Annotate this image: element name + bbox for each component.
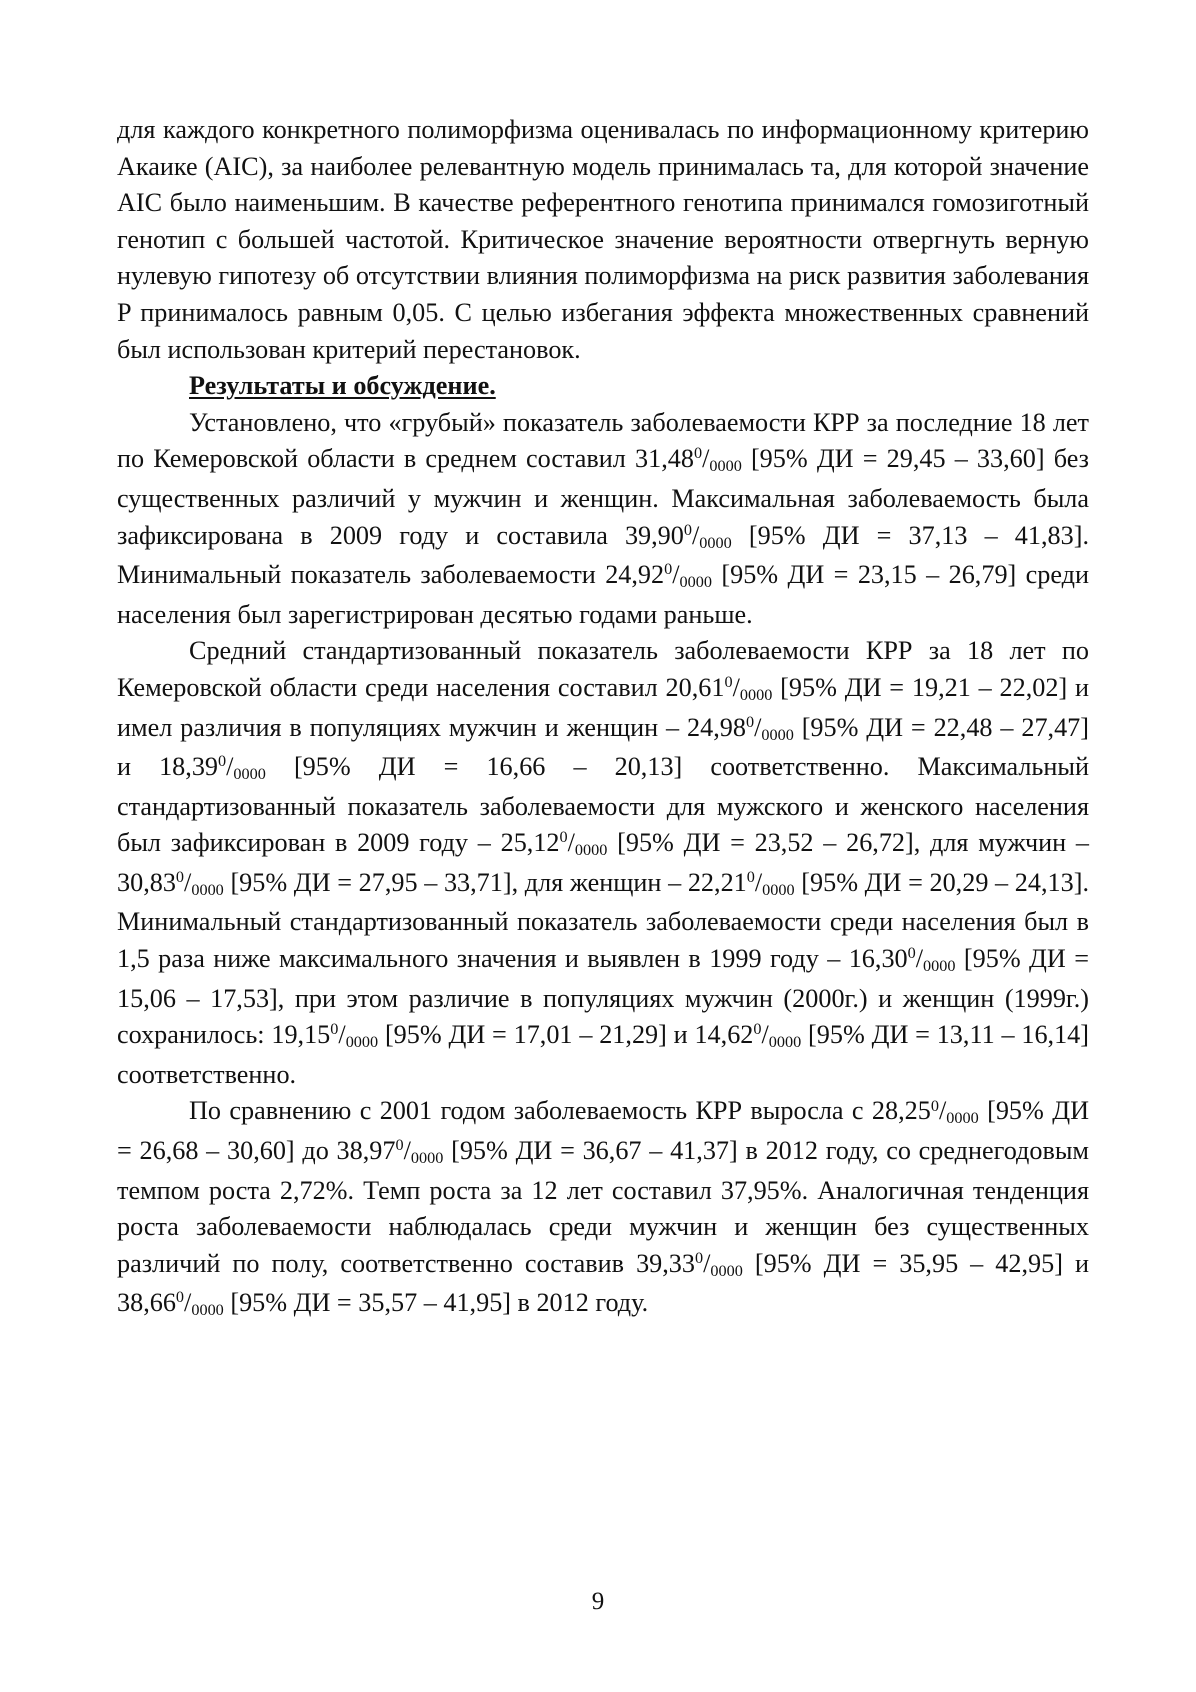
paragraph-methods: для каждого конкретного полиморфизма оценивалась по информационному критерию Акаике (AIC), за наиболее релевантную модель принималась та, для которой значение AIC было наименьшим. В качестве референтного генотипа принимался гомозиготный генотип с большей частотой. Критическое значение вероятности отвергнуть верную нулевую гипотезу об отсутствии влияния полиморфизма на риск развития заболевания P принималось равным 0,05. С целью избегания эффекта множественных сравнений был использован критерий перестановок. xyxy=(117,115,1089,364)
text-segment: [95% ДИ = 22,48 – 27,47] и 18,39 xyxy=(117,712,1089,782)
rate-unit-sup: 0 xyxy=(695,1248,704,1267)
text-segment: [95% ДИ = 17,01 – 21,29] и 14,62 xyxy=(378,1020,754,1050)
rate-unit-per-100000 xyxy=(559,828,608,860)
text-segment: Средний стандартизованный показатель заболеваемости КРР за 18 лет по Кемеровской области среди населения составил 20,61 xyxy=(117,636,1089,702)
rate-unit-slash: / xyxy=(403,1136,411,1166)
text-segment: [95% ДИ = 36,67 – 41,37] в 2012 году, со среднегодовым темпом роста 2,72%. Темп роста за 12 лет составил 37,95%. Аналогичная тенденция роста заболеваемости наблюдалась среди мужчин и женщин без существенных различий по полу, соответственно составив 39,33 xyxy=(117,1136,1089,1278)
rate-unit-slash: / xyxy=(184,1288,192,1318)
rate-unit-per-100000 xyxy=(175,1288,224,1320)
rate-unit-slash: / xyxy=(915,944,924,974)
rate-unit-sub: 0000 xyxy=(191,1301,224,1320)
rate-unit-slash: / xyxy=(754,712,762,742)
text-segment: [95% ДИ = 23,15 – 26,79] среди населения был зарегистрирован десятью годами раньше. xyxy=(117,560,1089,629)
rate-unit-slash: / xyxy=(938,1096,947,1126)
paragraph-crude-incidence xyxy=(117,405,1089,634)
section-heading-results: Результаты и обсуждение. xyxy=(189,371,496,401)
rate-unit-sup: 0 xyxy=(746,867,755,886)
rate-unit-per-100000 xyxy=(753,1020,802,1052)
rate-unit-sup: 0 xyxy=(724,672,733,691)
rate-unit-sup: 0 xyxy=(395,1136,404,1155)
rate-unit-slash: / xyxy=(702,444,710,474)
rate-unit-sub: 0000 xyxy=(946,1109,979,1128)
rate-unit-sub: 0000 xyxy=(762,880,795,899)
rate-unit-per-100000 xyxy=(693,444,742,476)
rate-unit-sub: 0000 xyxy=(345,1033,379,1052)
paragraph-standardized-incidence xyxy=(117,633,1089,1093)
text-segment: Установлено, что «грубый» показатель заболеваемости КРР за последние 18 лет по Кемеровской области в среднем составил 31,48 xyxy=(117,407,1089,474)
rate-unit-sub: 0000 xyxy=(679,573,712,592)
rate-unit-per-100000 xyxy=(176,868,224,897)
rate-unit-slash: / xyxy=(184,867,192,897)
rate-unit-sub: 0000 xyxy=(233,765,266,784)
rate-unit-sup: 0 xyxy=(175,867,185,886)
rate-unit-sub: 0000 xyxy=(739,685,773,704)
text-segment: [95% ДИ = 37,13 – 41,83]. Минимальный показатель заболеваемости 24,92 xyxy=(117,520,1089,590)
text-segment: По сравнению с 2001 годом заболеваемость КРР выросла с 28,25 xyxy=(189,1096,931,1126)
rate-unit-per-100000 xyxy=(907,944,956,976)
rate-unit-per-100000 xyxy=(747,868,795,897)
rate-unit-sub: 0000 xyxy=(699,533,732,552)
rate-unit-per-100000 xyxy=(684,521,732,550)
rate-unit-sup: 0 xyxy=(683,520,692,539)
rate-unit-sub: 0000 xyxy=(410,1149,444,1168)
rate-unit-sup: 0 xyxy=(218,752,227,771)
text-segment: [95% ДИ = 20,29 – 24,13]. Минимальный стандартизованный показатель заболеваемости среди населения был в 1,5 раза ниже максимального значения и выявлен в 1999 году – 16,30 xyxy=(117,867,1089,974)
rate-unit-sub: 0000 xyxy=(191,880,224,899)
text-segment: [95% ДИ = 23,52 – 26,72], для мужчин – 30,83 xyxy=(117,828,1089,897)
rate-unit-sup: 0 xyxy=(559,828,568,847)
rate-unit-slash: / xyxy=(732,672,740,702)
rate-unit-slash: / xyxy=(567,828,575,858)
rate-unit-per-100000 xyxy=(330,1020,379,1052)
text-segment: [95% ДИ = 15,06 – 17,53], при этом различие в популяциях мужчин (2000г.) и женщин (1999г.) сохранилось: 19,15 xyxy=(117,944,1089,1050)
rate-unit-sup: 0 xyxy=(664,560,673,579)
rate-unit-sub: 0000 xyxy=(709,457,742,476)
rate-unit-per-100000 xyxy=(930,1096,979,1128)
rate-unit-sup: 0 xyxy=(330,1020,339,1039)
rate-unit-slash: / xyxy=(761,1020,769,1050)
rate-unit-sup: 0 xyxy=(930,1096,939,1115)
text-segment: [95% ДИ = 35,57 – 41,95] в 2012 году. xyxy=(223,1288,649,1318)
rate-unit-per-100000 xyxy=(724,673,772,702)
text-segment: [95% ДИ = 19,21 – 22,02] и имел различия в популяциях мужчин и женщин – 24,98 xyxy=(117,672,1089,742)
rate-unit-sup: 0 xyxy=(753,1020,762,1039)
page-body xyxy=(117,112,1089,1325)
rate-unit-slash: / xyxy=(338,1020,346,1050)
rate-unit-sup: 0 xyxy=(907,944,916,963)
text-segment: [95% ДИ = 35,95 – 42,95] и 38,66 xyxy=(117,1248,1089,1318)
rate-unit-per-100000 xyxy=(395,1136,444,1168)
rate-unit-slash: / xyxy=(754,867,763,897)
rate-unit-per-100000 xyxy=(746,713,794,742)
rate-unit-per-100000 xyxy=(695,1249,743,1278)
rate-unit-sup: 0 xyxy=(693,444,703,463)
rate-unit-slash: / xyxy=(672,560,680,590)
rate-unit-sub: 0000 xyxy=(923,957,956,976)
rate-unit-slash: / xyxy=(703,1248,711,1278)
text-segment: [95% ДИ = 27,95 – 33,71], для женщин – 22,21 xyxy=(223,867,747,897)
rate-unit-sub: 0000 xyxy=(761,725,794,744)
page-number: 9 xyxy=(591,1588,605,1615)
rate-unit-slash: / xyxy=(692,520,700,550)
text-segment: [95% ДИ = 13,11 – 16,14] соответственно. xyxy=(117,1020,1089,1089)
text-segment: [95% ДИ = 29,45 – 33,60] без существенных различий у мужчин и женщин. Максимальная заболеваемость была зафиксирована в 2009 году и составила 39,90 xyxy=(117,444,1089,550)
rate-unit-sup: 0 xyxy=(175,1288,185,1307)
rate-unit-sub: 0000 xyxy=(768,1033,802,1052)
paragraph-growth-trend xyxy=(117,1093,1089,1325)
rate-unit-sub: 0000 xyxy=(710,1261,743,1280)
text-segment: [95% ДИ = 26,68 – 30,60] до 38,97 xyxy=(117,1096,1089,1166)
rate-unit-slash: / xyxy=(226,752,234,782)
rate-unit-per-100000 xyxy=(664,560,712,592)
rate-unit-sup: 0 xyxy=(745,712,755,731)
rate-unit-sub: 0000 xyxy=(574,841,608,860)
text-segment: [95% ДИ = 16,66 – 20,13] соответственно. Максимальный стандартизованный показатель заболеваемости для мужского и женского населения был зафиксирован в 2009 году – 25,12 xyxy=(117,752,1089,858)
rate-unit-per-100000 xyxy=(218,752,266,784)
